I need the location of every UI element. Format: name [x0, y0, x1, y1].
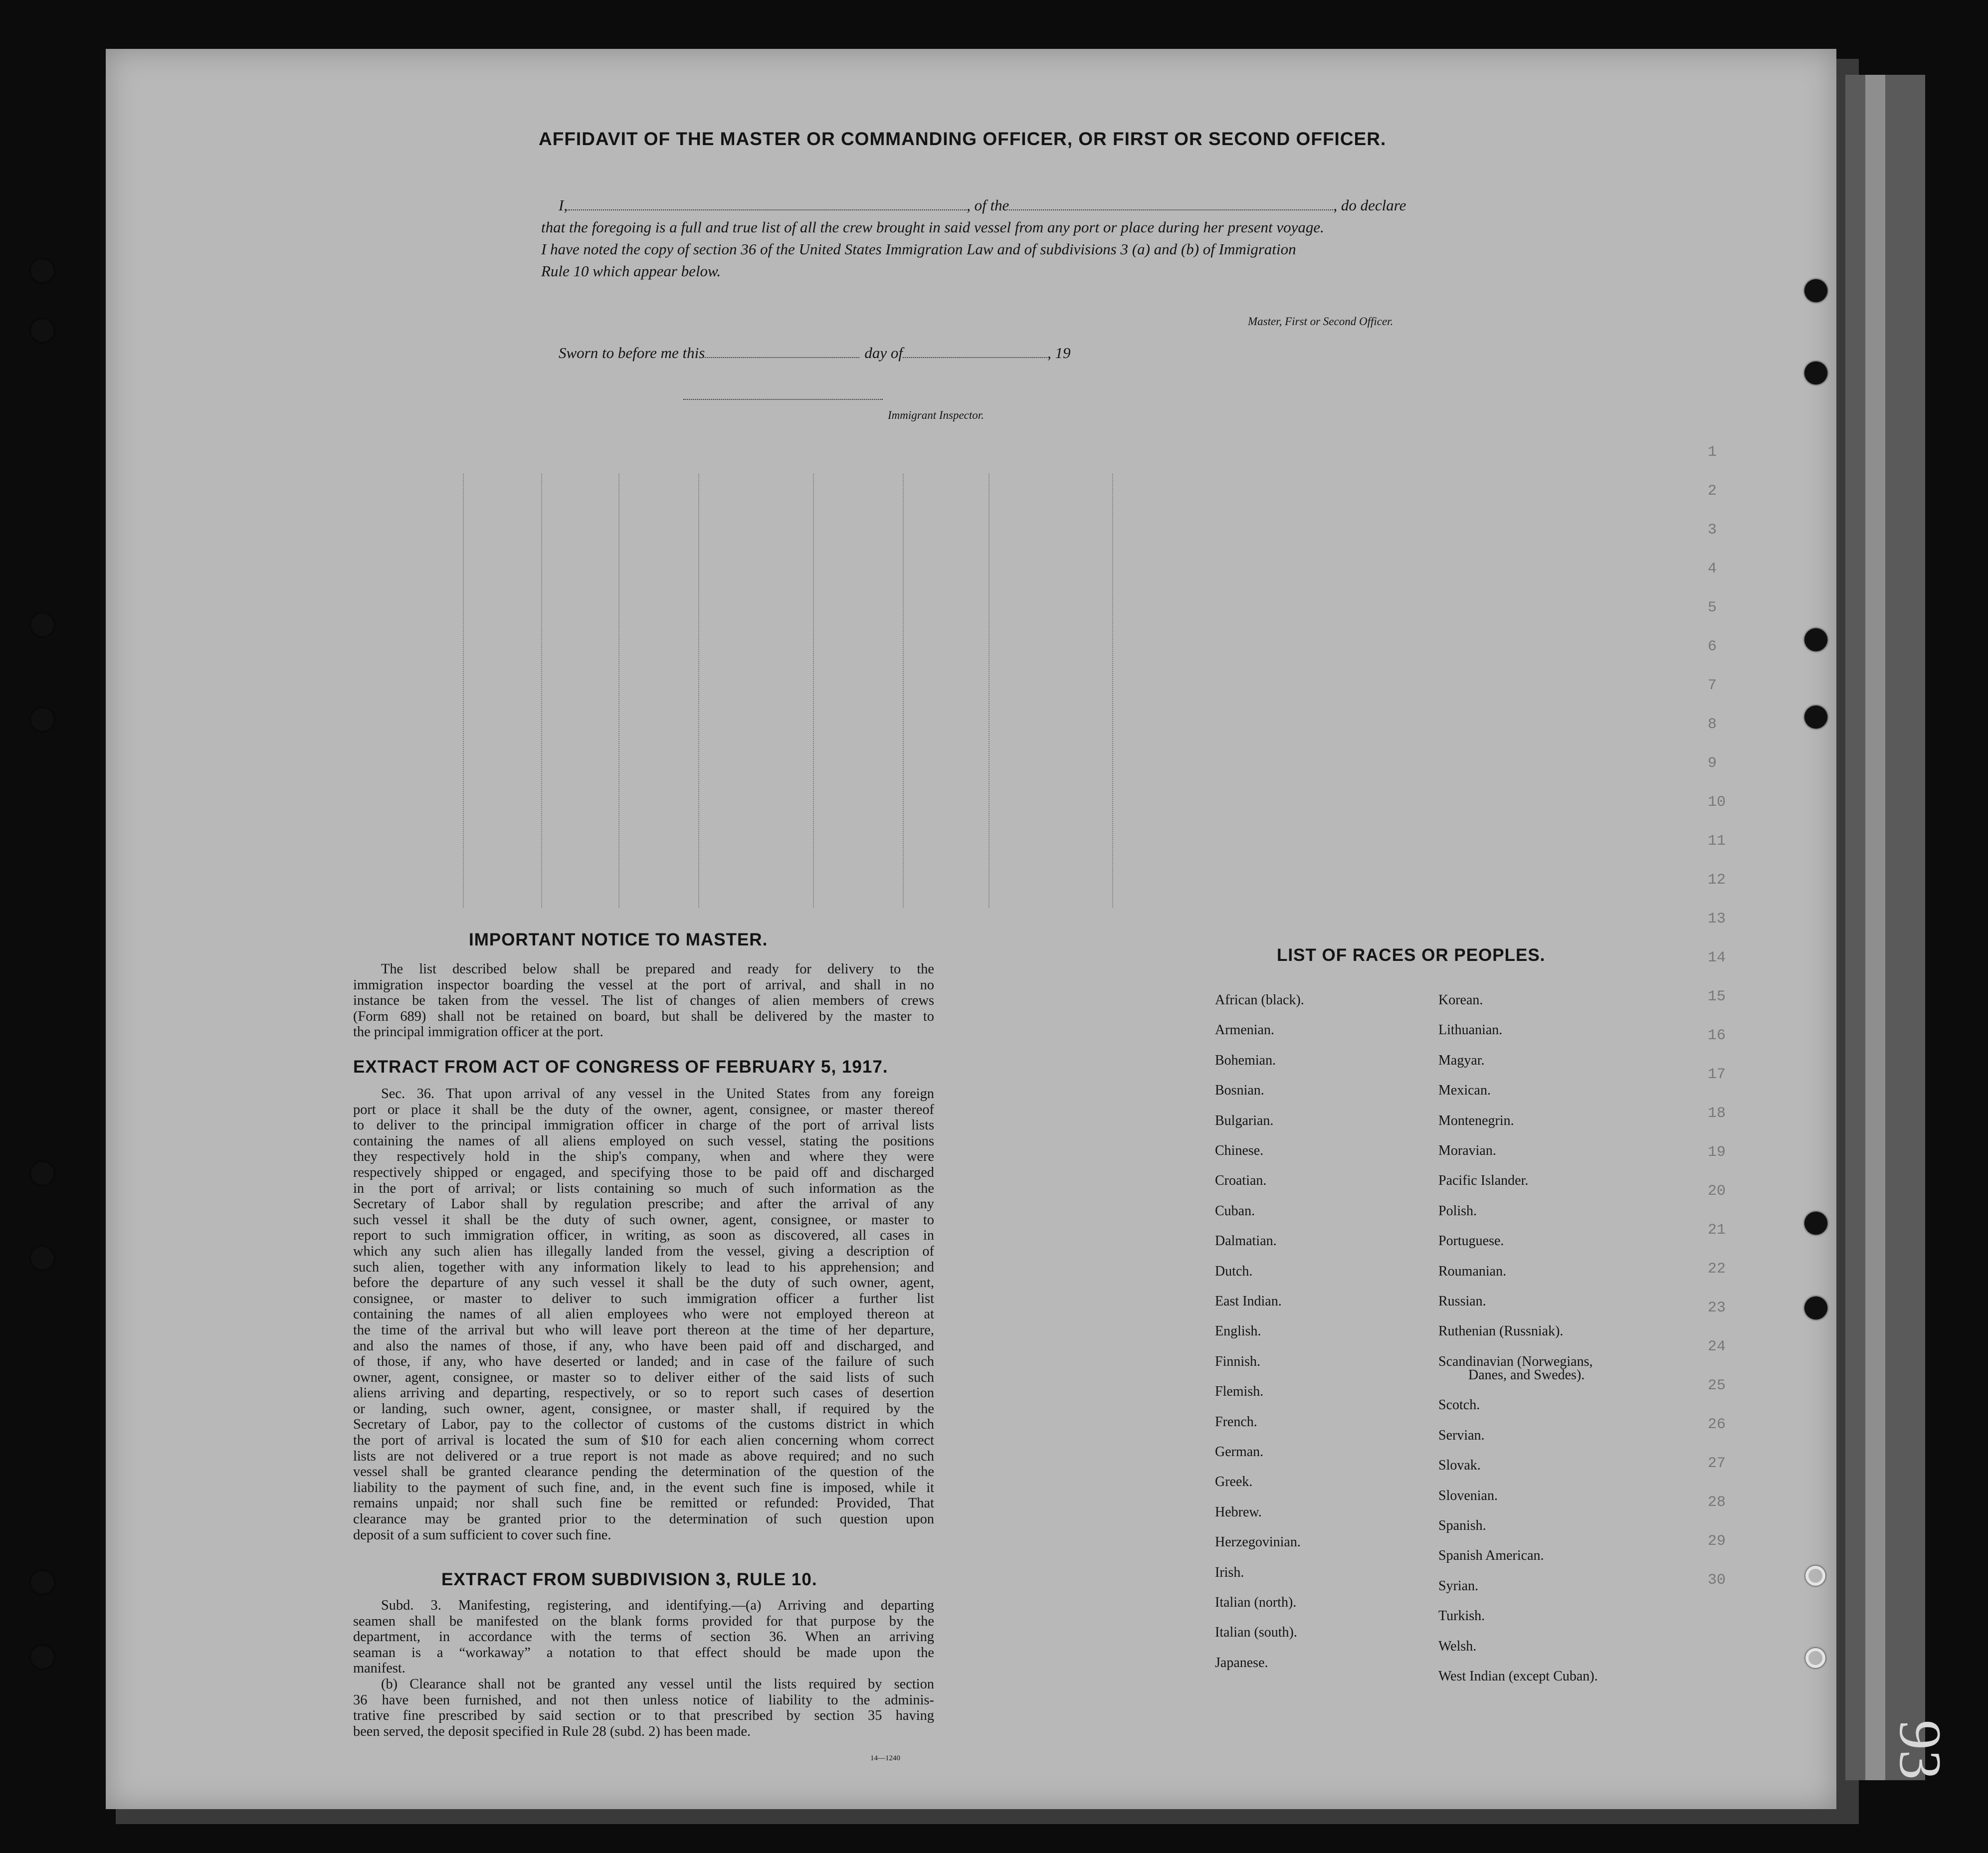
paragraph-line: clearance may be granted prior to the determination of such question upon [353, 1511, 934, 1527]
paragraph-line: seamen shall be manifested on the blank forms provided for that purpose by the [353, 1613, 934, 1629]
binder-hole-icon [1804, 706, 1827, 729]
bleed-through-number: 24 [1708, 1338, 1726, 1355]
paragraph-line: lists are not delivered or a true report is not made as above required; and no such [353, 1448, 934, 1464]
paragraph-line: they respectively hold in the ship's company, when and where they were [353, 1149, 934, 1165]
paragraph-line: manifest. [353, 1661, 405, 1676]
sworn-line [559, 344, 1070, 362]
bleed-through-number: 27 [1708, 1455, 1726, 1472]
race-item: Greek. [1215, 1474, 1253, 1490]
binder-hole-icon [31, 1247, 54, 1270]
inspector-caption: Immigrant Inspector. [888, 409, 984, 421]
race-item: French. [1215, 1414, 1257, 1430]
binder-hole-icon [31, 1646, 54, 1668]
race-item: Scandinavian (Norwegians, [1438, 1353, 1593, 1369]
race-item: German. [1215, 1444, 1264, 1460]
race-item: Moravian. [1438, 1143, 1496, 1158]
bleed-through-number: 19 [1708, 1144, 1726, 1161]
race-item: Japanese. [1215, 1655, 1268, 1670]
paragraph-line: such alien, together with any information likely to lead to his apprehension; and [353, 1259, 934, 1275]
bleed-through-rule [541, 474, 542, 908]
race-item: Slovenian. [1438, 1487, 1498, 1503]
paragraph-line: Sec. 36. That upon arrival of any vessel in the United States from any foreign [381, 1086, 934, 1102]
paragraph-line: department, in accordance with the terms of section 36. When an arriving [353, 1629, 934, 1645]
race-item: Portuguese. [1438, 1233, 1504, 1249]
affidavit-declare-label: , do declare [1333, 196, 1406, 214]
race-item: African (black). [1215, 992, 1304, 1008]
paragraph-line: 36 have been furnished, and not then unless notice of liability to the adminis- [353, 1692, 934, 1708]
race-item: Dutch. [1215, 1263, 1253, 1279]
page-edge-light [1865, 75, 1885, 1780]
paragraph-line: immigration inspector boarding the vessel at the port of arrival, and shall in no [353, 977, 934, 993]
binder-hole-icon [31, 613, 54, 636]
paragraph-line: report to such immigration officer, in writing, as soon as discovered, all cases in [353, 1228, 934, 1244]
binder-hole-icon [31, 319, 54, 342]
paragraph-line: vessel shall be granted clearance pending the determination of the question of the [353, 1464, 934, 1480]
binder-hole-icon [1804, 362, 1827, 384]
bleed-through-number: 15 [1708, 988, 1726, 1005]
bleed-through-rule [813, 474, 814, 908]
paragraph-line: been served, the deposit specified in Rule 28 (subd. 2) has been made. [353, 1723, 751, 1739]
paragraph-line: liability to the payment of such fine, and, in the event such fine is imposed, while it [353, 1480, 934, 1495]
bleed-through-number: 23 [1708, 1299, 1726, 1316]
binder-hole-icon [1804, 279, 1827, 302]
race-item: Slovak. [1438, 1458, 1481, 1474]
paragraph-line: which any such alien has illegally landed from the vessel, giving a description of [353, 1243, 934, 1259]
race-item: Polish. [1438, 1203, 1477, 1219]
bleed-through-number: 30 [1708, 1572, 1726, 1589]
race-item: Finnish. [1215, 1353, 1261, 1369]
affidavit-of-the-label: , of the [967, 196, 1009, 214]
bleed-through-number: 11 [1708, 833, 1726, 850]
paragraph-line: and also the names of those, if any, who have been paid off and discharged, and [353, 1338, 934, 1354]
extract-rule-title: EXTRACT FROM SUBDIVISION 3, RULE 10. [441, 1570, 817, 1589]
bleed-through-number: 28 [1708, 1494, 1726, 1511]
race-item: Servian. [1438, 1427, 1485, 1443]
bleed-through-rule [989, 474, 990, 908]
bleed-through-number: 10 [1708, 794, 1726, 811]
race-item: Syrian. [1438, 1578, 1479, 1594]
paragraph-line: aliens arriving and departing, respectively, or so to report such cases of desertion [353, 1385, 934, 1401]
race-item: Russian. [1438, 1294, 1486, 1309]
year-label: , 19 [1047, 344, 1071, 362]
officer-caption: Master, First or Second Officer. [1248, 315, 1393, 328]
page-edge [1845, 75, 1925, 1780]
bleed-through-rule [1112, 474, 1113, 908]
race-item: Armenian. [1215, 1022, 1274, 1038]
binder-hole-icon [1804, 1212, 1827, 1235]
binder-hole-icon [31, 259, 54, 282]
vessel-blank[interactable] [1009, 209, 1333, 210]
binder-hole-icon [1804, 1297, 1827, 1319]
race-item: Magyar. [1438, 1052, 1485, 1068]
bleed-through-number: 26 [1708, 1416, 1726, 1433]
bleed-through-number: 16 [1708, 1027, 1726, 1044]
bleed-through-number: 4 [1708, 560, 1717, 577]
day-blank[interactable] [705, 357, 859, 358]
bleed-through-number: 5 [1708, 599, 1717, 616]
race-item: East Indian. [1215, 1294, 1282, 1309]
paragraph-line: or landing, such owner, agent, consignee, or master shall, if required by the [353, 1401, 934, 1417]
binder-hole-icon [1805, 1566, 1825, 1586]
notice-title: IMPORTANT NOTICE TO MASTER. [469, 930, 768, 949]
race-item: Italian (south). [1215, 1625, 1297, 1641]
paragraph-line: containing the names of all aliens employed on such vessel, stating the positions [353, 1133, 934, 1149]
extract-act-paragraph [353, 1086, 934, 1543]
binder-hole-icon [31, 1162, 54, 1185]
race-item: Ruthenian (Russniak). [1438, 1323, 1564, 1339]
day-of-label: day of [864, 344, 903, 362]
race-item: Bohemian. [1215, 1052, 1276, 1068]
race-item: Spanish American. [1438, 1548, 1544, 1564]
race-item: Irish. [1215, 1564, 1244, 1580]
bleed-through-rule [698, 474, 699, 908]
paragraph-line: The list described below shall be prepared and ready for delivery to the [381, 961, 934, 977]
paragraph-line: seaman is a “workaway” a notation to that effect should be made upon the [353, 1645, 934, 1661]
notice-paragraph [353, 961, 934, 1040]
paragraph-line: remains unpaid; nor shall such fine be remitted or refunded: Provided, That [353, 1495, 934, 1511]
paragraph-line: (Form 689) shall not be retained on board, but shall be delivered by the master to [353, 1008, 934, 1024]
affidavit-title: AFFIDAVIT OF THE MASTER OR COMMANDING OFFICER, OR FIRST OR SECOND OFFICER. [539, 129, 1387, 149]
paragraph-line: before the departure of any such vessel it shall be the duty of such owner, agent, [353, 1275, 934, 1291]
paragraph-line: Secretary of Labor shall by regulation prescribe; and after the arrival of any [353, 1196, 934, 1212]
race-item: Cuban. [1215, 1203, 1255, 1219]
race-item: Turkish. [1438, 1608, 1485, 1624]
race-item: Chinese. [1215, 1143, 1264, 1158]
bleed-through-number: 6 [1708, 638, 1717, 655]
race-item: Bulgarian. [1215, 1112, 1274, 1128]
race-item: Lithuanian. [1438, 1022, 1503, 1038]
paragraph-line: the principal immigration officer at the port. [353, 1024, 603, 1040]
race-item: Roumanian. [1438, 1263, 1507, 1279]
race-item: Spanish. [1438, 1517, 1486, 1533]
paragraph-line: port or place it shall be the duty of the owner, agent, consignee, or master thereof [353, 1102, 934, 1117]
paragraph-line: to deliver to the principal immigration officer in charge of the port of arrival lists [353, 1117, 934, 1133]
bleed-through-number: 2 [1708, 483, 1717, 500]
bleed-through-number: 3 [1708, 522, 1717, 539]
paragraph-line: Secretary of Labor, pay to the collector of customs of the customs district in which [353, 1417, 934, 1433]
bleed-through-number: 13 [1708, 911, 1726, 927]
bleed-through-number: 7 [1708, 677, 1717, 694]
bleed-through-number: 12 [1708, 872, 1726, 889]
bleed-through-number: 25 [1708, 1377, 1726, 1394]
inspector-signature-line[interactable] [683, 399, 883, 400]
paragraph-line: (b) Clearance shall not be granted any vessel until the lists required by section [381, 1676, 934, 1692]
name-blank[interactable] [568, 209, 967, 210]
paragraph-line: Subd. 3. Manifesting, registering, and identifying.—(a) Arriving and departing [381, 1598, 934, 1613]
document-page [106, 49, 1836, 1809]
bleed-through-number: 17 [1708, 1066, 1726, 1083]
race-item: Dalmatian. [1215, 1233, 1277, 1249]
affidavit-line-3: I have noted the copy of section 36 of the United States Immigration Law and of subdivisions 3 (a) and (b) of Immigration [541, 240, 1296, 258]
binder-hole-icon [31, 1571, 54, 1594]
paragraph-line: deposit of a sum sufficient to cover such fine. [353, 1527, 611, 1543]
bleed-through-number: 14 [1708, 949, 1726, 966]
race-item: Welsh. [1438, 1638, 1477, 1654]
affidavit-declaration-line [559, 196, 1406, 214]
sworn-label: Sworn to before me this [559, 344, 705, 362]
bleed-through-number: 1 [1708, 444, 1717, 461]
paragraph-line: containing the names of all alien employees who were not employed thereon at [353, 1306, 934, 1322]
race-item: Herzegovinian. [1215, 1534, 1301, 1550]
bleed-through-number: 29 [1708, 1533, 1726, 1550]
race-item: Montenegrin. [1438, 1112, 1514, 1128]
paragraph-line: consignee, or master to deliver to such immigration officer a further list [353, 1291, 934, 1306]
paragraph-line: trative fine prescribed by said section or to that prescribed by section 35 having [353, 1708, 934, 1724]
affidavit-line-2: that the foregoing is a full and true list of all the crew brought in said vessel from any port or place during her present voyage. [541, 218, 1324, 236]
race-item: Hebrew. [1215, 1504, 1262, 1520]
form-number: 14—1240 [870, 1754, 900, 1762]
bleed-through-rule [618, 474, 619, 908]
paragraph-line: in the port of arrival; or lists containing so much of such information as the [353, 1180, 934, 1196]
races-title: LIST OF RACES OR PEOPLES. [1277, 945, 1546, 965]
race-item: Italian (north). [1215, 1595, 1297, 1610]
bleed-through-rule [463, 474, 464, 908]
paragraph-line: respectively shipped or engaged, and specifying those to be paid off and discharged [353, 1164, 934, 1180]
paragraph-line: the port of arrival is located the sum of $10 for each alien concerning whom correct [353, 1433, 934, 1449]
bleed-through-number: 20 [1708, 1183, 1726, 1200]
race-item: Pacific Islander. [1438, 1173, 1529, 1189]
margin-handwritten-number: 93 [1887, 1720, 1954, 1780]
affidavit-i-label: I, [559, 196, 568, 214]
binder-hole-icon [1805, 1648, 1825, 1668]
month-blank[interactable] [903, 357, 1047, 358]
bleed-through-number: 18 [1708, 1105, 1726, 1122]
extract-act-title: EXTRACT FROM ACT OF CONGRESS OF FEBRUARY 5, 1917. [353, 1057, 888, 1077]
race-item: Korean. [1438, 992, 1483, 1008]
paragraph-line: the time of the arrival but who will leave port thereon at the time of her departure, [353, 1322, 934, 1338]
race-item: Croatian. [1215, 1173, 1267, 1189]
race-item: Mexican. [1438, 1083, 1491, 1099]
bleed-through-number: 8 [1708, 716, 1717, 733]
race-item: Scotch. [1438, 1397, 1480, 1413]
paragraph-line: owner, agent, consignee, or master so to deliver either of the said lists of such [353, 1369, 934, 1385]
paragraph-line: such vessel it shall be the duty of such owner, agent, consignee, or master to [353, 1212, 934, 1228]
affidavit-line-4: Rule 10 which appear below. [541, 262, 721, 280]
bleed-through-number: 22 [1708, 1261, 1726, 1278]
race-item: Danes, and Swedes). [1468, 1367, 1585, 1383]
binder-hole-icon [1804, 628, 1827, 651]
bleed-through-number: 9 [1708, 755, 1717, 772]
paragraph-line: of those, if any, who have deserted or landed; and in case of the failure of such [353, 1354, 934, 1370]
binder-hole-icon [31, 708, 54, 731]
extract-rule-paragraph [353, 1598, 934, 1739]
race-item: Bosnian. [1215, 1083, 1264, 1099]
paragraph-line: instance be taken from the vessel. The list of changes of alien members of crews [353, 993, 934, 1009]
bleed-through-rule [903, 474, 904, 908]
race-item: English. [1215, 1323, 1261, 1339]
race-item: West Indian (except Cuban). [1438, 1668, 1598, 1684]
race-item: Flemish. [1215, 1384, 1264, 1400]
bleed-through-number: 21 [1708, 1222, 1726, 1239]
